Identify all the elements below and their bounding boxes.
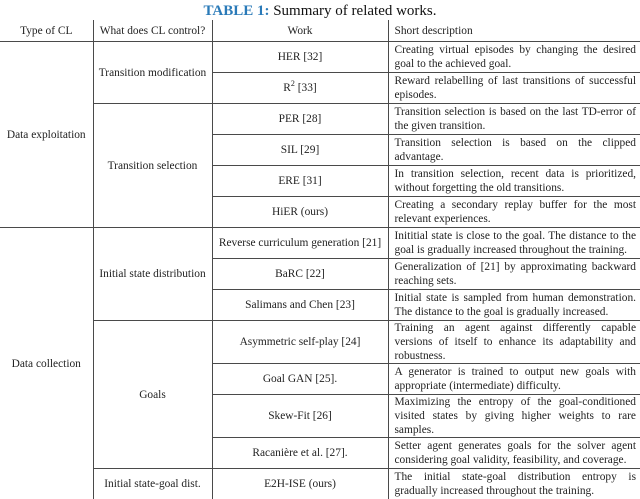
description-cell: A generator is trained to output new goals with appropriate (intermediate) difficulty.: [388, 364, 640, 395]
type-cell-data-collection: Data collection: [0, 228, 93, 499]
table-row: [0, 104, 640, 135]
header-work: Work: [212, 20, 388, 42]
description-cell-ours: The initial state-goal distribution entropy is gradually increased throughout the training.: [388, 469, 640, 499]
description-cell-ours: Creating a secondary replay buffer for the most relevant experiences.: [388, 197, 640, 228]
description-cell: Generalization of [21] by approximating backward reaching sets.: [388, 259, 640, 290]
work-name: R: [283, 82, 291, 94]
description-cell: Maximizing the entropy of the goal-conditioned visited states by giving higher weights to rare samples.: [388, 395, 640, 438]
description-cell: Initial state is sampled from human demonstration. The distance to the goal is gradually increased.: [388, 290, 640, 321]
caption-label: TABLE 1:: [203, 3, 269, 19]
work-cell: [212, 73, 388, 104]
table-row: [0, 321, 640, 364]
work-cell: Salimans and Chen [23]: [212, 290, 388, 321]
work-cell: Racanière et al. [27].: [212, 438, 388, 469]
type-cell-data-exploitation: Data exploitation: [0, 42, 93, 228]
description-cell: Training an agent against differently capable versions of itself to enhance its adaptability and robustness.: [388, 321, 640, 364]
work-cell: Asymmetric self-play [24]: [212, 321, 388, 364]
control-cell-transition-modification: Transition modification: [93, 42, 212, 104]
work-cell: Goal GAN [25].: [212, 364, 388, 395]
header-type-of-cl: Type of CL: [0, 20, 93, 42]
description-cell: Creating virtual episodes by changing the desired goal to the achieved goal.: [388, 42, 640, 73]
description-cell: Transition selection is based on the last TD-error of the given transition.: [388, 104, 640, 135]
table-row: [0, 228, 640, 259]
control-cell-goals: Goals: [93, 321, 212, 469]
header-cl-control: What does CL control?: [93, 20, 212, 42]
work-cell: HER [32]: [212, 42, 388, 73]
work-cell: Skew-Fit [26]: [212, 395, 388, 438]
work-cell-ours: HiER (ours): [212, 197, 388, 228]
control-cell-initial-state-distribution: Initial state distribution: [93, 228, 212, 321]
table-caption: [0, 2, 640, 20]
work-cell: PER [28]: [212, 104, 388, 135]
work-cell: SIL [29]: [212, 135, 388, 166]
work-cell-ours: E2H-ISE (ours): [212, 469, 388, 499]
work-cell: ERE [31]: [212, 166, 388, 197]
description-cell: In transition selection, recent data is prioritized, without forgetting the old transitions.: [388, 166, 640, 197]
table-row: [0, 42, 640, 73]
header-row: [0, 20, 640, 42]
caption-text: Summary of related works.: [269, 3, 436, 19]
work-citation: [33]: [295, 82, 317, 94]
control-cell-initial-state-goal-dist: Initial state-goal dist.: [93, 469, 212, 499]
work-cell: Reverse curriculum generation [21]: [212, 228, 388, 259]
description-cell: Inititial state is close to the goal. The distance to the goal is gradually increased throughout the training.: [388, 228, 640, 259]
description-cell: Setter agent generates goals for the solver agent considering goal validity, feasibility, and coverage.: [388, 438, 640, 469]
table-row-ours: [0, 469, 640, 499]
related-works-table: [0, 20, 640, 499]
control-cell-transition-selection: Transition selection: [93, 104, 212, 228]
header-short-description: Short description: [388, 20, 640, 42]
description-cell: Reward relabelling of last transitions of successful episodes.: [388, 73, 640, 104]
description-cell: Transition selection is based on the clipped advantage.: [388, 135, 640, 166]
work-cell: BaRC [22]: [212, 259, 388, 290]
work-superscript: 2: [291, 79, 295, 88]
